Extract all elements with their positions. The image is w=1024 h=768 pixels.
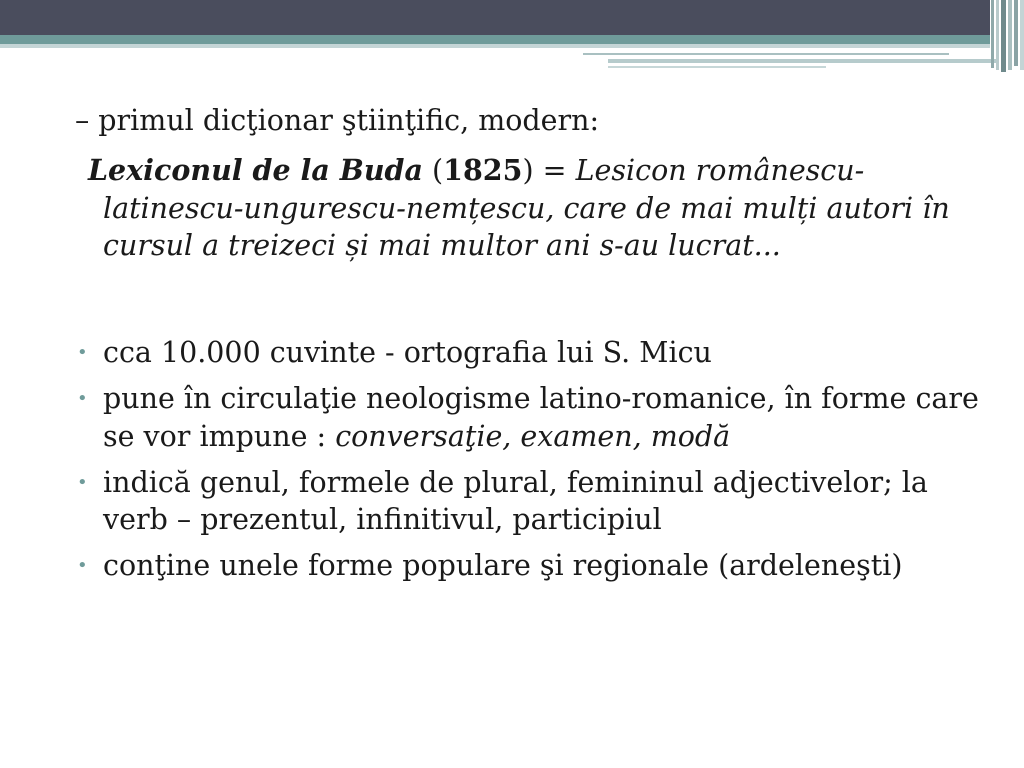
bullet-text: indică genul, formele de plural, femininul adjectivelor; la verb – prezentul, infinitivul, participiul (103, 465, 928, 536)
bullet-icon: • (77, 388, 88, 409)
bullet-icon: • (77, 471, 88, 493)
list-item (77, 334, 983, 372)
paren-open: ( (422, 154, 444, 187)
lexicon-year: 1825 (443, 153, 523, 187)
list-item (77, 464, 983, 539)
list-item (77, 547, 983, 585)
bullet-text: pune în circulaţie neologisme latino-romanice, în forme care se vor impune : (103, 382, 979, 453)
bullet-icon: • (77, 555, 88, 576)
intro-line: – primul dicţionar ştiinţific, modern: (75, 104, 600, 137)
bullet-icon: • (77, 342, 88, 363)
paren-close: ) = (522, 154, 576, 187)
lexicon-description (88, 152, 983, 265)
lexicon-name: Lexiconul de la Buda (88, 153, 423, 187)
bullet-text: conţine unele forme populare şi regionale (ardeleneşti) (103, 549, 903, 582)
bullet-text: cca 10.000 cuvinte - ortografia lui S. Micu (103, 336, 712, 369)
bullet-list (77, 334, 983, 593)
bullet-examples: conversaţie, examen, modă (335, 419, 731, 453)
lexicon-full-title: Lesicon românescu-latinescu-ungurescu-nemțescu, care de mai mulți autori în cursul a treizeci și mai multor ani s-au lucrat... (103, 154, 950, 262)
list-item (77, 380, 983, 455)
